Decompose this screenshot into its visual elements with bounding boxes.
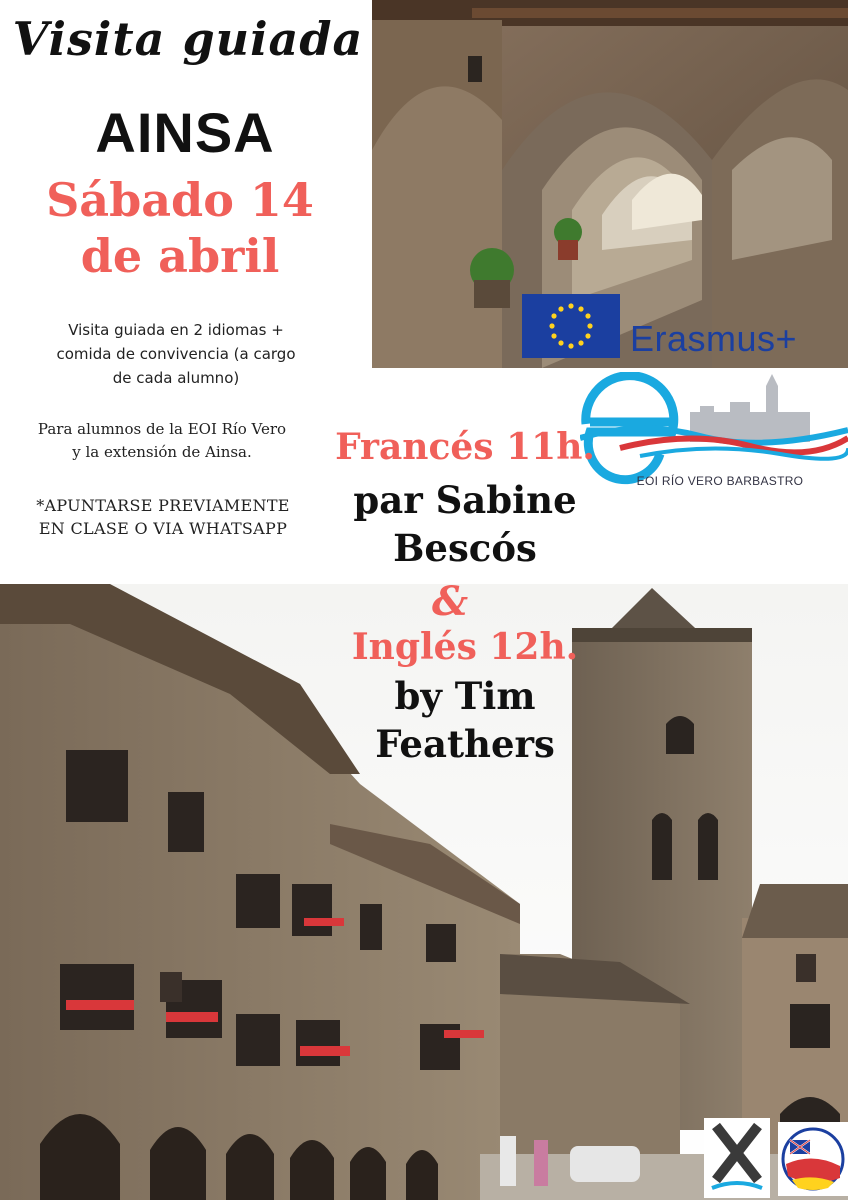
french-guide-line-2: Bescós <box>393 526 537 570</box>
ampersand: & <box>431 578 469 625</box>
event-date <box>20 172 340 284</box>
french-session-time: Francés 11h. <box>335 426 595 468</box>
description-line-1: Visita guiada en 2 idiomas + <box>68 321 284 339</box>
x-logo-icon <box>704 1118 770 1198</box>
eu-flag-icon <box>522 294 620 358</box>
description-line-3: de cada alumno) <box>112 369 240 387</box>
audience-line-1: Para alumnos de la EOI Río Vero <box>37 420 287 438</box>
audience-note <box>6 418 318 464</box>
french-guide-line-1: par Sabine <box>353 478 577 522</box>
english-session-time: Inglés 12h. <box>351 626 579 668</box>
erasmus-label: Erasmus+ <box>630 318 798 359</box>
english-guide-line-1: by Tim <box>394 674 536 718</box>
signup-note <box>10 494 316 540</box>
date-line-1: Sábado 14 <box>46 173 314 227</box>
event-title: Visita guiada <box>12 12 364 66</box>
signup-line-2: EN CLASE O VIA WHATSAPP <box>38 519 288 538</box>
eoi-logo-caption: EOI RÍO VERO BARBASTRO <box>636 474 804 488</box>
signup-line-1: *APUNTARSE PREVIAMENTE <box>36 496 290 515</box>
english-guide-line-2: Feathers <box>375 722 555 766</box>
audience-line-2: y la extensión de Ainsa. <box>72 443 252 461</box>
description-line-2: comida de convivencia (a cargo <box>56 345 296 363</box>
date-line-2: de abril <box>80 229 280 283</box>
town-name: AINSA <box>95 101 275 164</box>
erasmus-circle-logo-icon <box>778 1122 848 1196</box>
event-description <box>20 318 332 390</box>
